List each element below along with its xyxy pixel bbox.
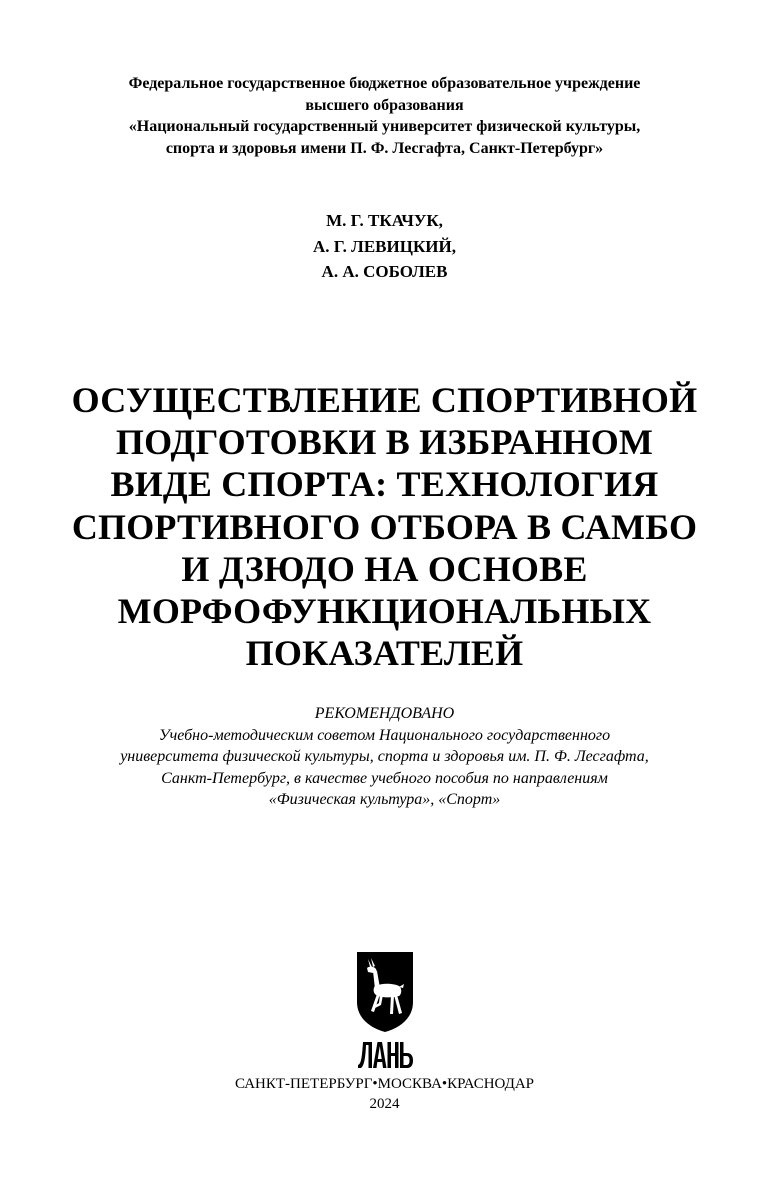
institution-line: Федеральное государственное бюджетное образовательное учреждение <box>128 75 641 92</box>
title-line: СПОРТИВНОГО ОТБОРА В САМБО <box>71 506 698 547</box>
author-name: А. А. СОБОЛЕВ <box>321 262 448 281</box>
title-line: МОРФОФУНКЦИОНАЛЬНЫХ <box>117 591 652 632</box>
book-title <box>30 379 739 674</box>
institution-line: «Национальный государственный университет физической культуры, <box>128 118 641 135</box>
recommendation-line: Санкт-Петербург, в качестве учебного пособия по направлениям <box>161 769 608 787</box>
author-name: А. Г. ЛЕВИЦКИЙ, <box>313 236 456 256</box>
author-name: М. Г. ТКАЧУК, <box>326 211 443 230</box>
title-line: ПОКАЗАТЕЛЕЙ <box>245 633 524 674</box>
recommendation-line: Учебно-методическим советом Национального государственного <box>158 726 611 744</box>
institution-line: спорта и здоровья имени П. Ф. Лесгафта, Санкт-Петербург» <box>165 139 604 157</box>
recommendation-heading: РЕКОМЕНДОВАНО <box>314 705 455 722</box>
title-line: И ДЗЮДО НА ОСНОВЕ <box>181 548 588 589</box>
lan-deer-logo-icon <box>355 950 415 1070</box>
institution-header <box>40 73 729 159</box>
recommendation-block <box>40 703 729 811</box>
authors-block <box>0 208 769 285</box>
recommendation-line: «Физическая культура», «Спорт» <box>268 791 501 808</box>
institution-line: высшего образования <box>305 96 464 114</box>
publisher-cities: САНКТ-ПЕТЕРБУРГ•МОСКВА•КРАСНОДАР <box>234 1076 535 1092</box>
recommendation-line: университета физической культуры, спорта и здоровья им. П. Ф. Лесгафта, <box>120 748 649 765</box>
title-line: ВИДЕ СПОРТА: ТЕХНОЛОГИЯ <box>110 464 659 505</box>
publication-year: 2024 <box>369 1096 400 1112</box>
title-line: ПОДГОТОВКИ В ИЗБРАННОМ <box>115 422 654 463</box>
title-line: ОСУЩЕСТВЛЕНИЕ СПОРТИВНОЙ <box>71 380 698 420</box>
